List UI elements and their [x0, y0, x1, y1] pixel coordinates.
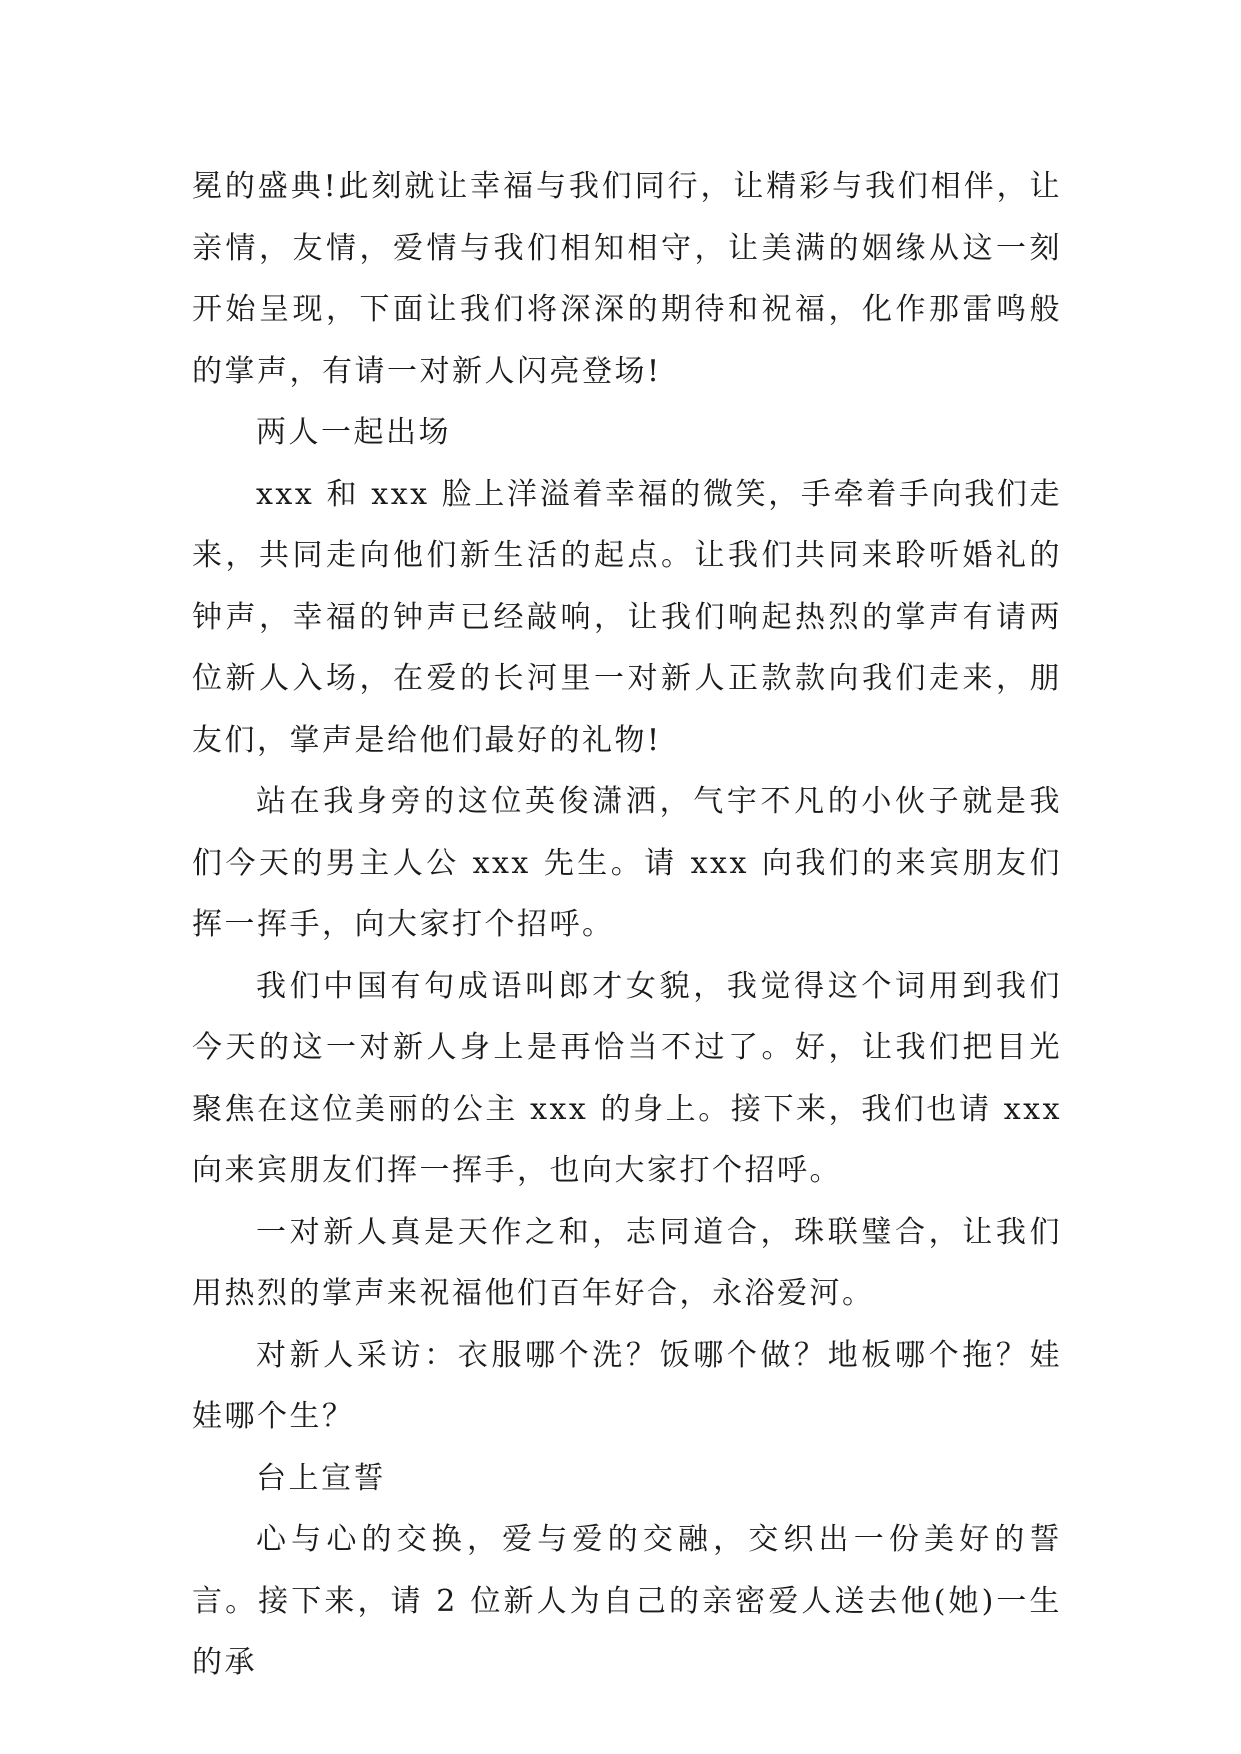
paragraph-3: xxx 和 xxx 脸上洋溢着幸福的微笑，手牵着手向我们走来，共同走向他们新生活的起点。让我们共同来聆听婚礼的钟声，幸福的钟声已经敲响，让我们响起热烈的掌声有请两位新人入场，在爱的长河里一对新人正款款向我们走来，朋友们，掌声是给他们最好的礼物! — [192, 476, 1062, 758]
paragraph-6: 一对新人真是天作之和，志同道合，珠联璧合，让我们用热烈的掌声来祝福他们百年好合，永浴爱河。 — [192, 1214, 1062, 1311]
paragraph-1: 冕的盛典!此刻就让幸福与我们同行，让精彩与我们相伴，让亲情，友情，爱情与我们相知相守，让美满的姻缘从这一刻开始呈现，下面让我们将深深的期待和祝福，化作那雷鸣般的掌声，有请一对新人闪亮登场! — [192, 169, 1062, 389]
paragraph-5: 我们中国有句成语叫郎才女貌，我觉得这个词用到我们今天的这一对新人身上是再恰当不过了。好，让我们把目光聚焦在这位美丽的公主 xxx 的身上。接下来，我们也请 xxx 向来宾朋友们挥一挥手，也向大家打个招呼。 — [192, 968, 1062, 1188]
paragraph-9: 心与心的交换，爱与爱的交融，交织出一份美好的誓言。接下来，请 2 位新人为自己的亲密爱人送去他(她)一生的承 — [192, 1522, 1062, 1680]
paragraph-8: 台上宣誓 — [256, 1460, 386, 1496]
paragraph-2: 两人一起出场 — [256, 415, 451, 450]
paragraph-4: 站在我身旁的这位英俊潇洒，气宇不凡的小伙子就是我们今天的男主人公 xxx 先生。请 xxx 向我们的来宾朋友们挥一挥手，向大家打个招呼。 — [192, 784, 1062, 942]
document-body — [192, 156, 1062, 1694]
paragraph-7: 对新人采访：衣服哪个洗？饭哪个做？地板哪个拖？娃娃哪个生？ — [192, 1337, 1062, 1434]
